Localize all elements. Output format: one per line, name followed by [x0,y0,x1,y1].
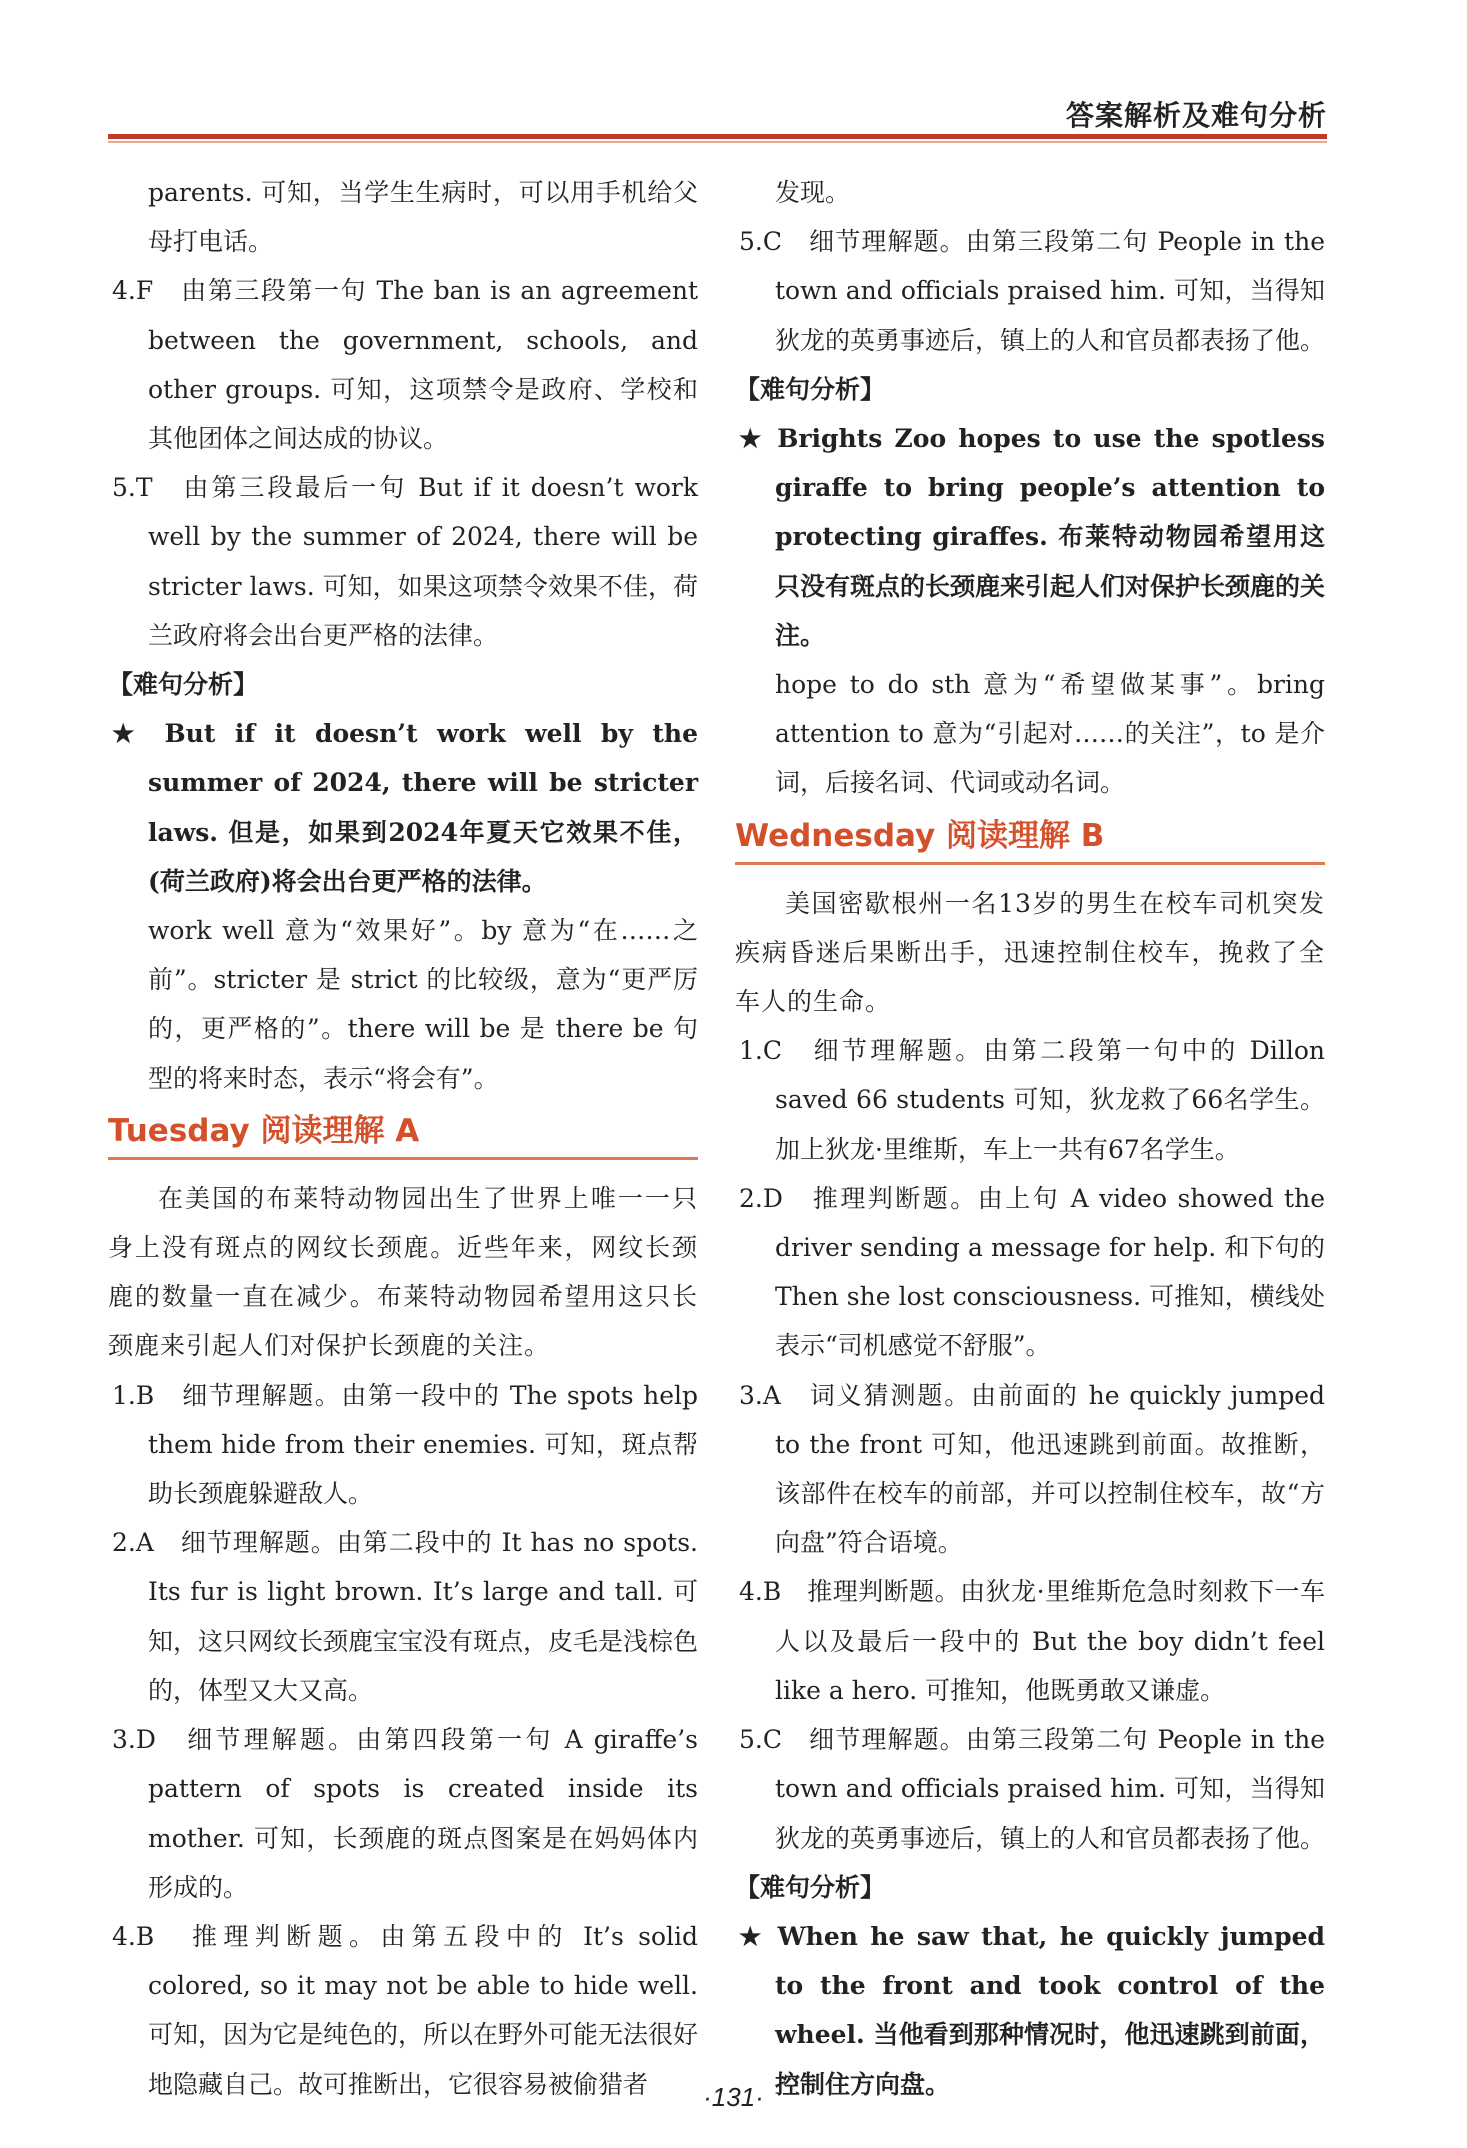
answer-item-2: 2.D 推理判断题。由上句 A video showed the driver sending a message for help. 和下句的 Then she lost consciousness. 可推知，横线处表示“司机感觉不舒服”。 [739,1183,1325,1361]
answer-item-2: 2.A 细节理解题。由第二段中的 It has no spots. Its fur is light brown. It’s large and tall. 可知，这只网纹长颈鹿宝宝没有斑点，皮毛是浅棕色的，体型又大又高。 [112,1528,699,1705]
section-heading-wednesday: Wednesday 阅读理解 B [735,814,1325,865]
section-intro: 在美国的布莱特动物园出生了世界上唯一一只身上没有斑点的网纹长颈鹿。近些年来，网纹长颈鹿的数量一直在减少。布莱特动物园希望用这只长颈鹿来引起人们对保护长颈鹿的关注。 [108,1183,698,1361]
section-intro: 美国密歇根州一名13岁的男生在校车司机突发疾病昏迷后果断出手，迅速控制住校车，挽救了全车人的生命。 [735,888,1325,1017]
answer-item-1: 1.B 细节理解题。由第一段中的 The spots help them hide from their enemies. 可知，斑点帮助长颈鹿躲避敌人。 [112,1380,698,1509]
difficult-sentence: ★ When he saw that, he quickly jumped to the front and took control of the wheel. 当他看到那种情况时，他迅速跳到前面，控制住方向盘。 [739,1921,1325,2099]
running-header: 答案解析及难句分析 [1065,99,1327,132]
difficult-sentence: ★ Brights Zoo hopes to use the spotless giraffe to bring people’s attention to protecting giraffes. 布莱特动物园希望用这只没有斑点的长颈鹿来引起人们对保护长颈鹿的关注。 [739,424,1326,650]
header-rule-light [108,141,1327,143]
header-rule [108,134,1327,139]
answer-item-3: 3.A 词义猜测题。由前面的 he quickly jumped to the front 可知，他迅速跳到前面。故推断，该部件在校车的前部，并可以控制住校车，故“方向盘”符合语境。 [739,1380,1325,1558]
difficult-sentence-tag: 【难句分析】 [735,1872,886,1902]
left-column [108,168,698,2109]
answer-item-1: 1.C 细节理解题。由第二段第一句中的 Dillon saved 66 students 可知，狄龙救了66名学生。加上狄龙·里维斯，车上一共有67名学生。 [739,1036,1325,1164]
answer-item-4: 4.B 推理判断题。由狄龙·里维斯危急时刻救下一车人以及最后一段中的 But the boy didn’t feel like a hero. 可推知，他既勇敢又谦虚。 [739,1577,1325,1705]
left-continuation: parents. 可知，当学生生病时，可以用手机给父母打电话。 [148,178,698,257]
right-continuation: 发现。 [775,178,851,207]
answer-item-5: 5.C 细节理解题。由第三段第二句 People in the town and officials praised him. 可知，当得知狄龙的英勇事迹后，镇上的人和官员都表扬了他。 [739,1725,1326,1853]
answer-item-3: 3.D 细节理解题。由第四段第一句 A giraffe’s pattern of spots is created inside its mother. 可知，长颈鹿的斑点图案是在妈妈体内形成的。 [112,1725,698,1902]
right-column [735,168,1325,2109]
difficult-sentence-tag: 【难句分析】 [735,374,886,404]
difficult-sentence: ★ But if it doesn’t work well by the summer of 2024, there will be stricter laws. 但是，如果到2024年夏天它效果不佳，(荷兰政府)将会出台更严格的法律。 [112,719,698,896]
sentence-analysis: hope to do sth 意为“希望做某事”。bring attention to 意为“引起对……的关注”，to 是介词，后接名词、代词或动名词。 [775,670,1325,798]
page-number: ·131· [703,2082,764,2112]
answer-item-4F: 4.F 由第三段第一句 The ban is an agreement between the government, schools, and other groups. 可知，这项禁令是政府、学校和其他团体之间达成的协议。 [112,276,698,454]
answer-item-5: 5.C 细节理解题。由第三段第二句 People in the town and officials praised him. 可知，当得知狄龙的英勇事迹后，镇上的人和官员都表扬了他。 [739,227,1326,355]
answer-item-5T: 5.T 由第三段最后一句 But if it doesn’t work well by the summer of 2024, there will be stricter laws. 可知，如果这项禁令效果不佳，荷兰政府将会出台更严格的法律。 [112,473,698,650]
difficult-sentence-tag: 【难句分析】 [108,670,259,700]
section-heading-tuesday: Tuesday 阅读理解 A [108,1109,698,1160]
sentence-analysis: work well 意为“效果好”。by 意为“在……之前”。stricter 是 strict 的比较级，意为“更严厉的，更严格的”。there will be 是 there be 句型的将来时态，表示“将会有”。 [148,916,698,1093]
answer-item-4: 4.B 推理判断题。由第五段中的 It’s solid colored, so it may not be able to hide well. 可知，因为它是纯色的，所以在野外可能无法很好地隐藏自己。故可推断出，它很容易被偷猎者 [112,1921,699,2099]
